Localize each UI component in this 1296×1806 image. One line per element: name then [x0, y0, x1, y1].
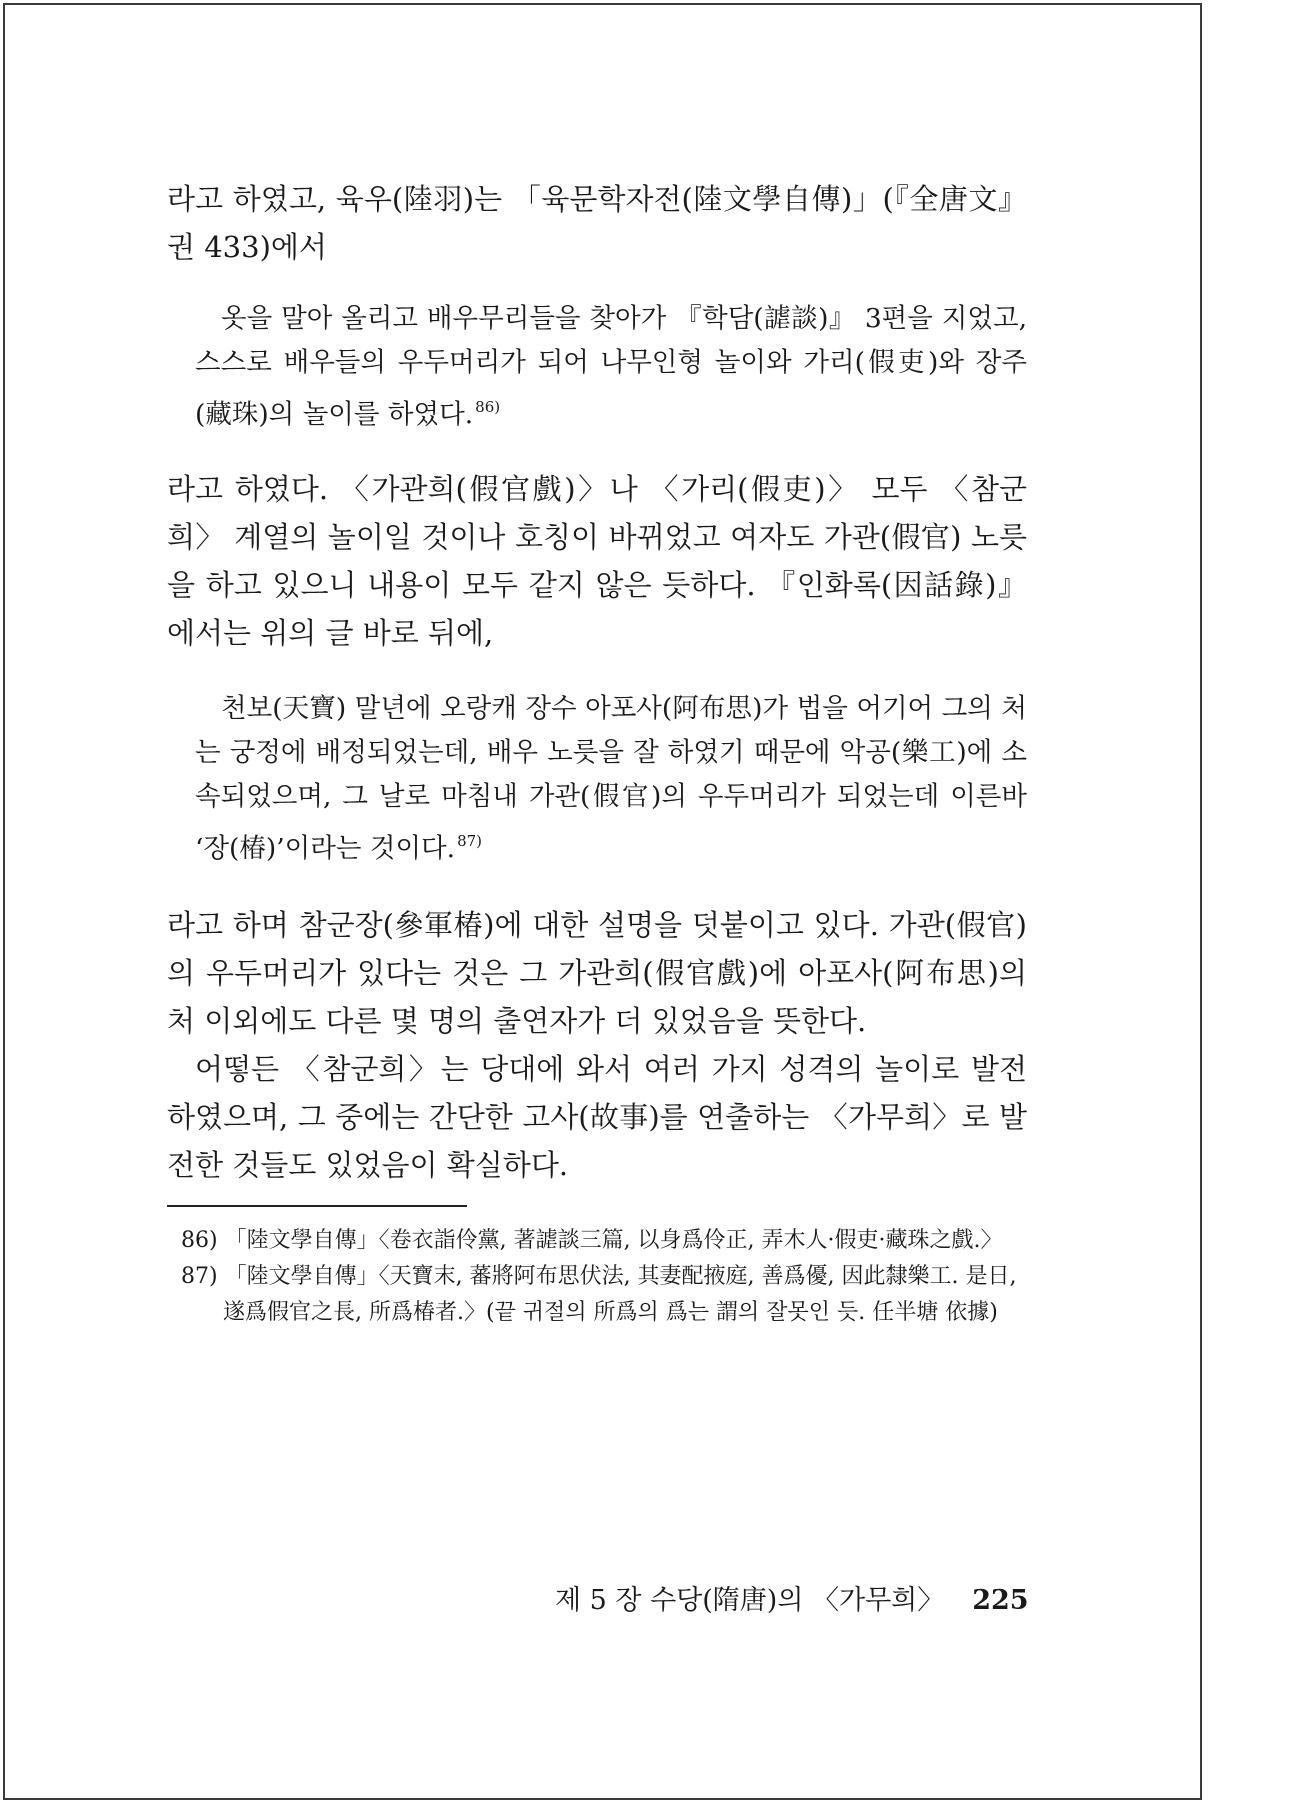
- quote-1-text: 옷을 말아 올리고 배우무리들을 찾아가 『학담(謔談)』 3편을 지었고, 스스로 배우들의 우두머리가 되어 나무인형 놀이와 가리(假吏)와 장주(藏珠)의 놀이를 하였다.: [195, 303, 1027, 430]
- page-stack-edge: [1203, 0, 1296, 1806]
- footnote-text: 「陸文學自傳」〈天寶末, 蕃將阿布思伏法, 其妻配掖庭, 善爲優, 因此隸樂工. 是日, 遂爲假官之長, 所爲椿者.〉(끝 귀절의 所爲의 爲는 謂의 잘못인 듯. 任半塘 依據): [223, 1264, 1017, 1325]
- paragraph-1: 라고 하였고, 육우(陸羽)는 「육문학자전(陸文學自傳)」(『全唐文』 권 433)에서: [167, 182, 1027, 264]
- paragraph-4: 어떻든 〈참군희〉는 당대에 와서 여러 가지 성격의 놀이로 발전하였으며, 그 중에는 간단한 고사(故事)를 연출하는 〈가무희〉로 발전한 것들도 있었음이 확실하다.: [167, 1052, 1027, 1182]
- footnote-number: 87): [181, 1264, 218, 1289]
- quote-2-text: 천보(天寶) 말년에 오랑캐 장수 아포사(阿布思)가 법을 어기어 그의 처는 궁정에 배정되었는데, 배우 노릇을 잘 하였기 때문에 악공(樂工)에 소속되었으며, 그 날로 마침내 가관(假官)의 우두머리가 되었는데 이른바 ‘장(椿)’이라는 것이다.: [195, 693, 1027, 864]
- footnote-86: [167, 1223, 1027, 1259]
- block-quote-1: [167, 297, 1027, 437]
- footnote-87: [167, 1259, 1027, 1331]
- paragraph-2: 라고 하였다. 〈가관희(假官戲)〉나 〈가리(假吏)〉 모두 〈참군희〉 계열의 놀이일 것이나 호칭이 바뀌었고 여자도 가관(假官) 노릇을 하고 있으니 내용이 모두 같지 않은 듯하다. 『인화록(因話錄)』에서는 위의 글 바로 뒤에,: [167, 472, 1027, 650]
- footnote-ref-86: 86): [475, 398, 501, 416]
- running-footer: [555, 1583, 1035, 1619]
- paragraph-3: 라고 하며 참군장(參軍椿)에 대한 설명을 덧붙이고 있다. 가관(假官)의 우두머리가 있다는 것은 그 가관희(假官戲)에 아포사(阿布思)의 처 이외에도 다른 몇 명의 출연자가 더 있었음을 뜻한다.: [167, 908, 1027, 1038]
- footnote-text: 「陸文學自傳」〈卷衣詣伶黨, 著謔談三篇, 以身爲伶正, 弄木人·假吏·藏珠之戲.〉: [224, 1228, 1003, 1253]
- chapter-title: 제 5 장 수당(隋唐)의 〈가무희〉: [555, 1585, 945, 1616]
- page-content: [167, 175, 1027, 1331]
- block-quote-2: [167, 687, 1027, 871]
- footnote-number: 86): [181, 1228, 218, 1253]
- footnote-separator: [167, 1205, 467, 1207]
- page-number: 225: [972, 1585, 1029, 1616]
- footnote-ref-87: 87): [457, 832, 483, 850]
